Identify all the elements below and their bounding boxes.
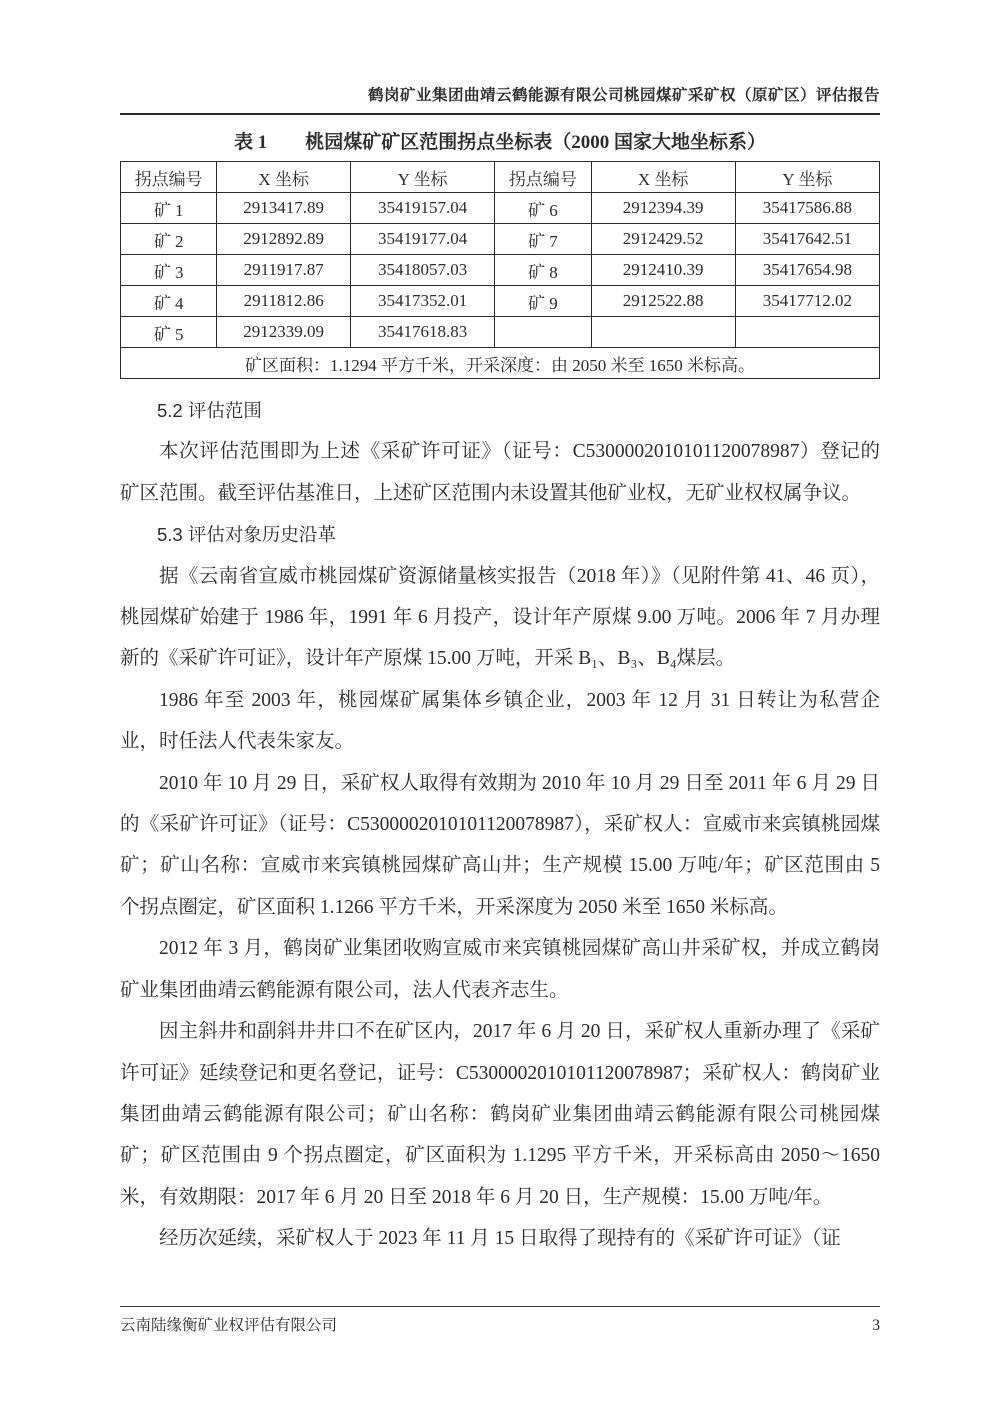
paragraph: 经历次延续，采矿权人于 2023 年 11 月 15 日取得了现持有的《采矿许可证》（证 — [159, 1228, 841, 1250]
table-row — [121, 255, 880, 286]
running-header-title: 鹤岗矿业集团曲靖云鹤能源有限公司桃园煤矿采矿权（原矿区）评估报告 — [367, 87, 880, 104]
table-header-cell: 拐点编号 — [495, 162, 591, 193]
section-heading-5-2: 5.2 评估范围 — [157, 400, 262, 421]
table-footer-note: 矿区面积：1.1294 平方千米，开采深度：由 2050 米至 1650 米标高。 — [121, 348, 880, 379]
page-footer — [120, 1306, 880, 1335]
table-row — [121, 224, 880, 255]
paragraph: 2010 年 10 月 29 日，采矿权人取得有效期为 2010 年 10 月 29 日至 2011 年 6 月 29 日的《采矿许可证》（证号：C5300002010101120078987），采矿权人：宣威市来宾镇桃园煤矿；矿山名称：宣威市来宾镇桃园煤矿高山井；生产规模 15.00 万吨/年；矿区范围由 5 个拐点圈定，矿区面积 1.1266 平方千米，开采深度为 2050 米至 1650 米标高。 — [120, 772, 880, 918]
table-cell: 矿 3 — [121, 255, 217, 286]
table-cell — [495, 317, 591, 348]
footer-company: 云南陆缘衡矿业权评估有限公司 — [120, 1317, 338, 1334]
table-header-cell: 拐点编号 — [121, 162, 217, 193]
table-cell: 35419177.04 — [350, 224, 494, 255]
table-row — [121, 286, 880, 317]
table-cell: 35419157.04 — [350, 193, 494, 224]
table-cell: 2912339.09 — [217, 317, 351, 348]
table-row — [121, 317, 880, 348]
table-cell: 矿 9 — [495, 286, 591, 317]
table-header-cell: X 坐标 — [217, 162, 351, 193]
page-number: 3 — [872, 1317, 880, 1334]
table-cell: 2911812.86 — [217, 286, 351, 317]
paragraph: 据《云南省宣威市桃园煤矿资源储量核实报告（2018 年）》（见附件第 41、46 页），桃园煤矿始建于 1986 年，1991 年 6 月投产，设计年产原煤 9.00 万吨。2006 年 7 月办理新的《采矿许可证》，设计年产原煤 15.00 万吨，开采 B₁、B₃、B₄煤层。 — [120, 565, 880, 670]
table-header-cell: X 坐标 — [591, 162, 735, 193]
table-header-cell: Y 坐标 — [735, 162, 879, 193]
table-title: 表 1 桃园煤矿矿区范围拐点坐标表（2000 国家大地坐标系） — [233, 132, 766, 153]
table-cell: 2912892.89 — [217, 224, 351, 255]
table-cell: 2912429.52 — [591, 224, 735, 255]
table-cell: 矿 2 — [121, 224, 217, 255]
table-cell: 35417712.02 — [735, 286, 879, 317]
document-body — [120, 390, 880, 1295]
table-cell: 35417642.51 — [735, 224, 879, 255]
table-cell: 矿 1 — [121, 193, 217, 224]
table-cell: 矿 8 — [495, 255, 591, 286]
table-cell: 矿 6 — [495, 193, 591, 224]
section-heading-5-3: 5.3 评估对象历史沿革 — [157, 524, 336, 546]
table-cell: 35417352.01 — [350, 286, 494, 317]
table-cell — [591, 317, 735, 348]
table-row — [121, 193, 880, 224]
paragraph: 1986 年至 2003 年，桃园煤矿属集体乡镇企业，2003 年 12 月 31 日转让为私营企业，时任法人代表朱家友。 — [120, 689, 880, 753]
table-note-row — [121, 348, 880, 379]
table-cell: 2911917.87 — [217, 255, 351, 286]
table-cell: 矿 4 — [121, 286, 217, 317]
table-header-cell: Y 坐标 — [350, 162, 494, 193]
table-cell: 2913417.89 — [217, 193, 351, 224]
paragraph: 因主斜井和副斜井井口不在矿区内，2017 年 6 月 20 日，采矿权人重新办理了《采矿许可证》延续登记和更名登记，证号：C5300002010101120078987；采矿权人：鹤岗矿业集团曲靖云鹤能源有限公司；矿山名称：鹤岗矿业集团曲靖云鹤能源有限公司桃园煤矿；矿区范围由 9 个拐点圈定，矿区面积为 1.1295 平方千米，开采标高由 2050～1650 米，有效期限：2017 年 6 月 20 日至 2018 年 6 月 20 日，生产规模：15.00 万吨/年。 — [120, 1021, 880, 1208]
table-header-row — [121, 162, 880, 193]
table-cell: 35417586.88 — [735, 193, 879, 224]
paragraph: 本次评估范围即为上述《采矿许可证》（证号：C5300002010101120078987）登记的矿区范围。截至评估基准日，上述矿区范围内未设置其他矿业权，无矿业权权属争议。 — [120, 441, 880, 504]
table-cell: 35417618.83 — [350, 317, 494, 348]
table-cell: 2912522.88 — [591, 286, 735, 317]
paragraph: 2012 年 3 月，鹤岗矿业集团收购宣威市来宾镇桃园煤矿高山井采矿权，并成立鹤岗矿业集团曲靖云鹤能源有限公司，法人代表齐志生。 — [120, 938, 880, 1001]
table-cell: 35418057.03 — [350, 255, 494, 286]
table-cell: 2912410.39 — [591, 255, 735, 286]
table-cell: 矿 7 — [495, 224, 591, 255]
coordinates-table — [120, 161, 880, 379]
table-cell: 2912394.39 — [591, 193, 735, 224]
table-cell: 矿 5 — [121, 317, 217, 348]
table-cell: 35417654.98 — [735, 255, 879, 286]
table-cell — [735, 317, 879, 348]
running-header — [120, 0, 880, 115]
